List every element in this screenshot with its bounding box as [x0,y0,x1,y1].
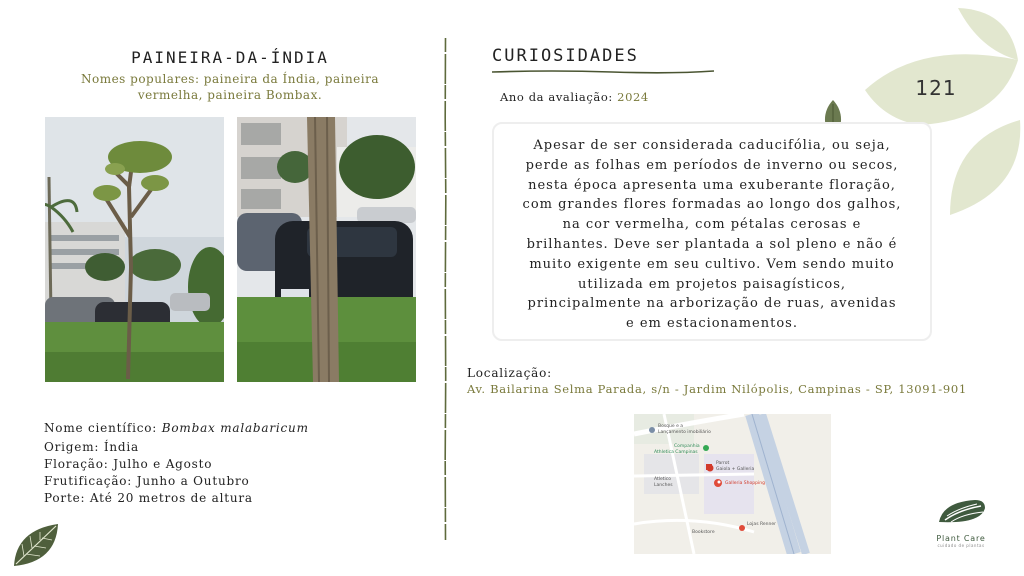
curiosity-line: na cor vermelha, com pétalas cerosas e [562,217,862,233]
scientific-name-value: Bombax malabaricum [161,421,309,435]
map-label: Lançamento imobiliário [658,430,711,435]
brand-tagline: cuidado de plantas [937,543,985,548]
fruiting: Frutificação: Junho a Outubro [44,474,250,488]
curiosity-line: com grandes flores formadas ao longo dos galhos, [522,197,902,213]
brand-name: Plant Care [936,534,986,543]
evaluation-year [500,90,649,104]
popular-names [70,71,390,103]
leaf-corner-icon [12,522,60,568]
location-label: Localização: [467,366,552,380]
popular-names-line-1: Nomes populares: paineira da Índia, paineira [80,72,380,86]
brand-logo [925,498,997,548]
map-label: Athletica Campinas [654,450,698,455]
map-label: Lojas Renner [747,522,776,527]
vertical-divider [444,38,447,540]
curiosity-line: principalmente na arborização de ruas, avenidas [527,296,897,312]
tree-photo-1 [45,117,224,382]
evaluation-value: 2024 [617,90,649,104]
curiosity-line: nesta época apresenta uma exuberante floração, [528,177,896,193]
map-label: Atletico [654,477,672,482]
scientific-name-row [44,420,309,437]
species-title: PAINEIRA-DA-ÍNDIA [131,48,329,67]
map-label: Bookstore [692,530,715,535]
origin: Origem: Índia [44,440,139,454]
size: Porte: Até 20 metros de altura [44,491,253,505]
map-label: Lanches [654,483,673,488]
curiosities-title: CURIOSIDADES [492,46,639,66]
scientific-name-label: Nome científico: [44,421,158,435]
curiosity-line: brilhantes. Deve ser plantada a sol pleno e não é [526,236,898,252]
map-label: Parrot [716,461,730,466]
tree-photo-2 [237,117,416,382]
location-address: Av. Bailarina Selma Parada, s/n - Jardim Nilópolis, Campinas - SP, 13091-901 [467,382,967,396]
plant-care-logo-icon [935,498,987,528]
curiosities-box [492,122,932,341]
curiosity-line: muito exigente em seu cultivo. Vem sendo muito [529,256,895,272]
species-facts [44,420,309,507]
popular-names-line-2: vermelha, paineira Bombax. [137,88,323,102]
curiosity-line: Apesar de ser considerada caducifólia, ou seja, [533,138,891,153]
title-underline [492,69,714,74]
page-number: 121 [915,76,957,100]
curiosity-line: utilizada em projetos paisagísticos, [577,276,847,292]
location-map[interactable] [634,414,831,554]
map-label: Gaiola + Galleria [716,467,755,472]
evaluation-label: Ano da avaliação: [500,90,613,104]
map-label: Companhia [674,444,700,449]
map-label: Galleria Shopping [725,481,765,486]
map-label: Bosque e a [658,424,684,429]
curiosity-line: perde as folhas em períodos de inverno ou secos, [525,157,899,173]
flowering: Floração: Julho e Agosto [44,457,213,471]
curiosity-line: e em estacionamentos. [626,316,798,332]
